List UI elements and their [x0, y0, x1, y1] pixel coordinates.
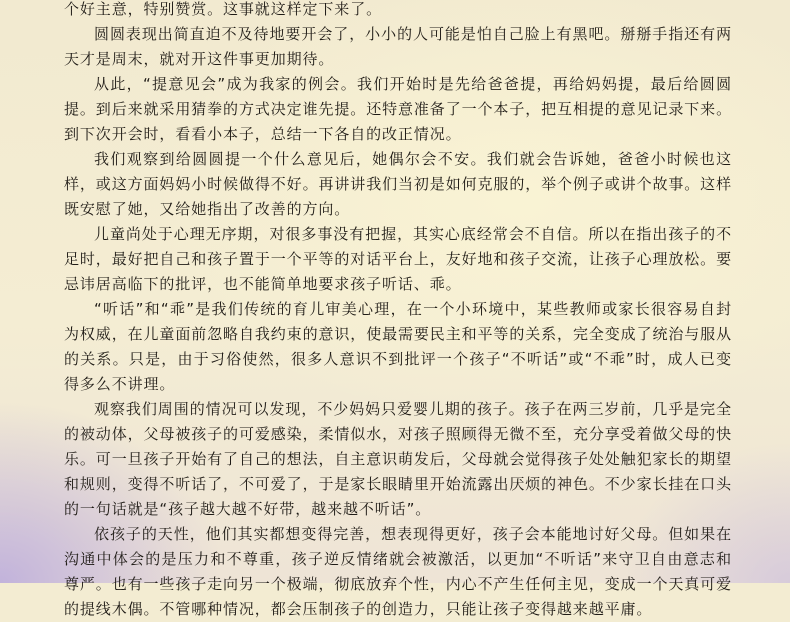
paragraph: 依孩子的天性，他们其实都想变得完善，想表现得更好，孩子会本能地讨好父母。但如果在沟通中体会的是压力和不尊重，孩子逆反情绪就会被激活，以更加“不听话”来守卫自由意志和尊严。也有一些孩子走向另一个极端，彻底放弃个性，内心不产生任何主见，变成一个天真可爱的提线木偶。不管哪种情况，都会压制孩子的创造力，只能让孩子变得越来越平庸。: [64, 525, 732, 618]
paragraph: “听话”和“乖”是我们传统的育儿审美心理，在一个小环境中，某些教师或家长很容易自封为权威，在儿童面前忽略自我约束的意识，使最需要民主和平等的关系，完全变成了统治与服从的关系。只是，由于习俗使然，很多人意识不到批评一个孩子“不听话”或“不乖”时，成人已变得多么不讲理。: [64, 300, 732, 393]
paragraph: 儿童尚处于心理无序期，对很多事没有把握，其实心底经常会不自信。所以在指出孩子的不足时，最好把自己和孩子置于一个平等的对话平台上，友好地和孩子交流，让孩子心理放松。要忌讳居高临下的批评，也不能简单地要求孩子听话、乖。: [64, 225, 732, 293]
paragraph: 个好主意，特别赞赏。这事就这样定下来了。: [64, 0, 383, 18]
paragraph: 我们观察到给圆圆提一个什么意见后，她偶尔会不安。我们就会告诉她，爸爸小时候也这样，或这方面妈妈小时候做得不好。再讲讲我们当初是如何克服的，举个例子或讲个故事。这样既安慰了她，又给她指出了改善的方向。: [64, 150, 732, 218]
body-text: [64, 0, 732, 622]
paragraph: 圆圆表现出简直迫不及待地要开会了，小小的人可能是怕自己脸上有黑吧。掰掰手指还有两天才是周末，就对开这件事更加期待。: [64, 25, 732, 68]
paragraph: 观察我们周围的情况可以发现，不少妈妈只爱婴儿期的孩子。孩子在两三岁前，几乎是完全的被动体，父母被孩子的可爱感染，柔情似水，对孩子照顾得无微不至，充分享受着做父母的快乐。可一旦孩子开始有了自己的想法，自主意识萌发后，父母就会觉得孩子处处触犯家长的期望和规则，变得不听话了，不可爱了，于是家长眼睛里开始流露出厌烦的神色。不少家长挂在口头的一句话就是“孩子越大越不好带，越来越不听话”。: [64, 400, 732, 518]
paragraph: 从此，“提意见会”成为我家的例会。我们开始时是先给爸爸提，再给妈妈提，最后给圆圆提。到后来就采用猜拳的方式决定谁先提。还特意准备了一个本子，把互相提的意见记录下来。到下次开会时，看看小本子，总结一下各自的改正情况。: [64, 75, 732, 143]
